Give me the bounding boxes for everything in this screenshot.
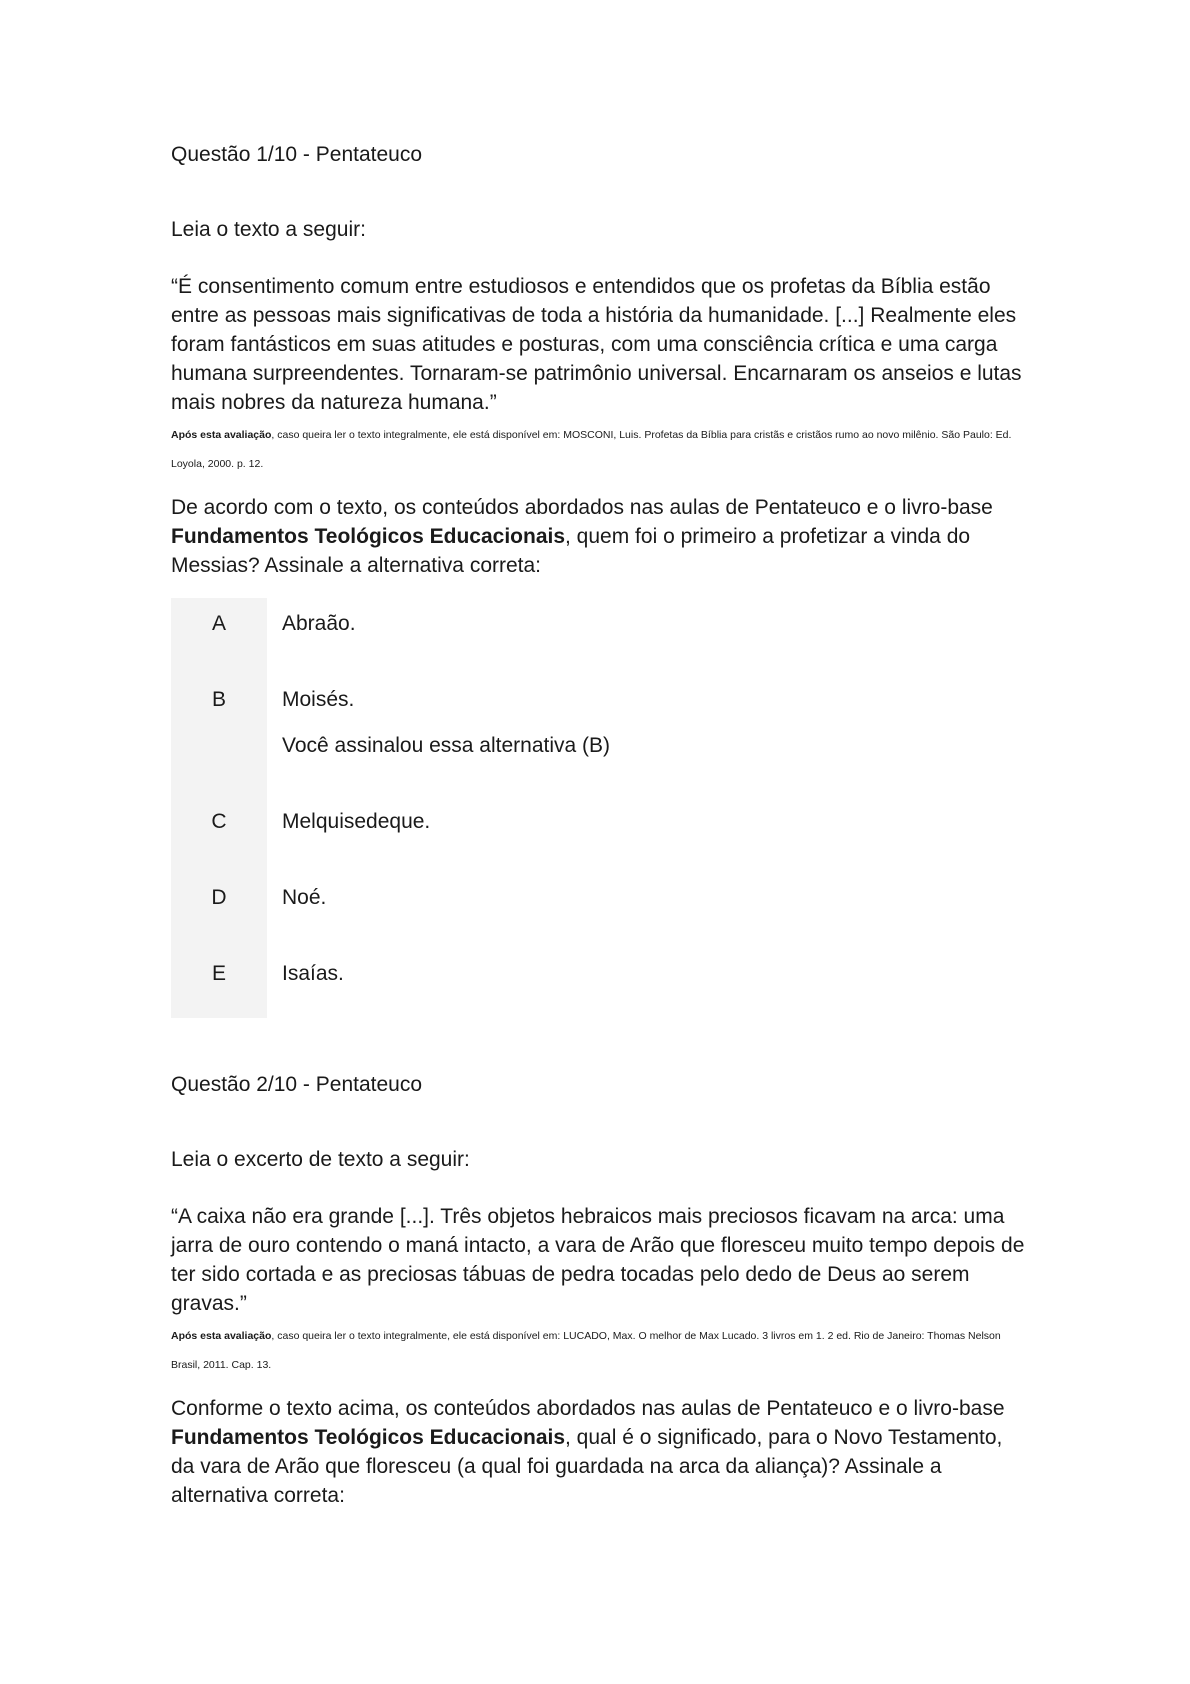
option-c[interactable] bbox=[171, 807, 1031, 837]
option-letter: B bbox=[211, 688, 226, 711]
prompt-book-title: Fundamentos Teológicos Educacionais bbox=[171, 1426, 566, 1449]
question-2-quote: “A caixa não era grande [...]. Três objetos hebraicos mais preciosos ficavam na arca: uma jarra de ouro contendo o maná intacto, a vara de Arão que floresceu muito tempo depois de ter sido cortada e as preciosas tábuas de pedra tocadas pelo dedo de Deus ao serem gravas.” bbox=[171, 1205, 1025, 1315]
option-text: Abraão. bbox=[282, 612, 356, 635]
option-e[interactable] bbox=[171, 959, 1031, 989]
citation-text: , caso queira ler o texto integralmente, ele está disponível em: LUCADO, Max. O melhor de Max Lucado. 3 livros em 1. 2 ed. Rio de Janeiro: Thomas Nelson Brasil, 2011. Cap. 13. bbox=[171, 1330, 1001, 1371]
option-text: Melquisedeque. bbox=[282, 810, 431, 833]
option-letter: C bbox=[211, 810, 227, 833]
prompt-pre: De acordo com o texto, os conteúdos abordados nas aulas de Pentateuco e o livro-base bbox=[171, 496, 993, 519]
option-text: Isaías. bbox=[282, 962, 344, 985]
option-text: Moisés. bbox=[282, 688, 355, 711]
question-2-prompt bbox=[171, 1394, 1031, 1510]
question-1-title: Questão 1/10 - Pentateuco bbox=[171, 143, 423, 166]
citation-bold: Após esta avaliação bbox=[171, 429, 272, 441]
selected-answer-note: Você assinalou essa alternativa (B) bbox=[282, 734, 611, 757]
prompt-pre: Conforme o texto acima, os conteúdos abordados nas aulas de Pentateuco e o livro-base bbox=[171, 1397, 1005, 1420]
question-2-intro: Leia o excerto de texto a seguir: bbox=[171, 1148, 470, 1171]
option-a[interactable] bbox=[171, 609, 1031, 639]
option-b[interactable] bbox=[171, 685, 1031, 715]
prompt-post: , quem foi o primeiro a profetizar a vinda do Messias? Assinale a alternativa correta: bbox=[171, 525, 971, 577]
citation-bold: Após esta avaliação bbox=[171, 1330, 272, 1342]
question-1-options bbox=[171, 598, 1031, 1018]
question-1-prompt bbox=[171, 493, 1031, 580]
option-d[interactable] bbox=[171, 883, 1031, 913]
question-1-quote: “É consentimento comum entre estudiosos e entendidos que os profetas da Bíblia estão entre as pessoas mais significativas de toda a história da humanidade. [...] Realmente eles foram fantásticos em suas atitudes e posturas, com uma consciência crítica e uma carga humana surpreendentes. Tornaram-se patrimônio universal. Encarnaram os anseios e lutas mais nobres da natureza humana.” bbox=[171, 275, 1022, 414]
question-2-citation bbox=[171, 1322, 1031, 1380]
prompt-post: , qual é o significado, para o Novo Testamento, da vara de Arão que floresceu (a qual foi guardada na arca da aliança)? Assinale a alternativa correta: bbox=[171, 1426, 1003, 1507]
option-letter: E bbox=[211, 962, 226, 985]
option-text: Noé. bbox=[282, 886, 327, 909]
option-letter: A bbox=[211, 612, 226, 635]
question-1-citation bbox=[171, 421, 1031, 479]
question-1-intro: Leia o texto a seguir: bbox=[171, 218, 366, 241]
citation-text: , caso queira ler o texto integralmente, ele está disponível em: MOSCONI, Luis. Profetas da Bíblia para cristãs e cristãos rumo ao novo milênio. São Paulo: Ed. Loyola, 2000. p. 12. bbox=[171, 429, 1012, 470]
prompt-book-title: Fundamentos Teológicos Educacionais bbox=[171, 525, 566, 548]
option-letter: D bbox=[211, 886, 227, 909]
question-2-title: Questão 2/10 - Pentateuco bbox=[171, 1073, 423, 1096]
